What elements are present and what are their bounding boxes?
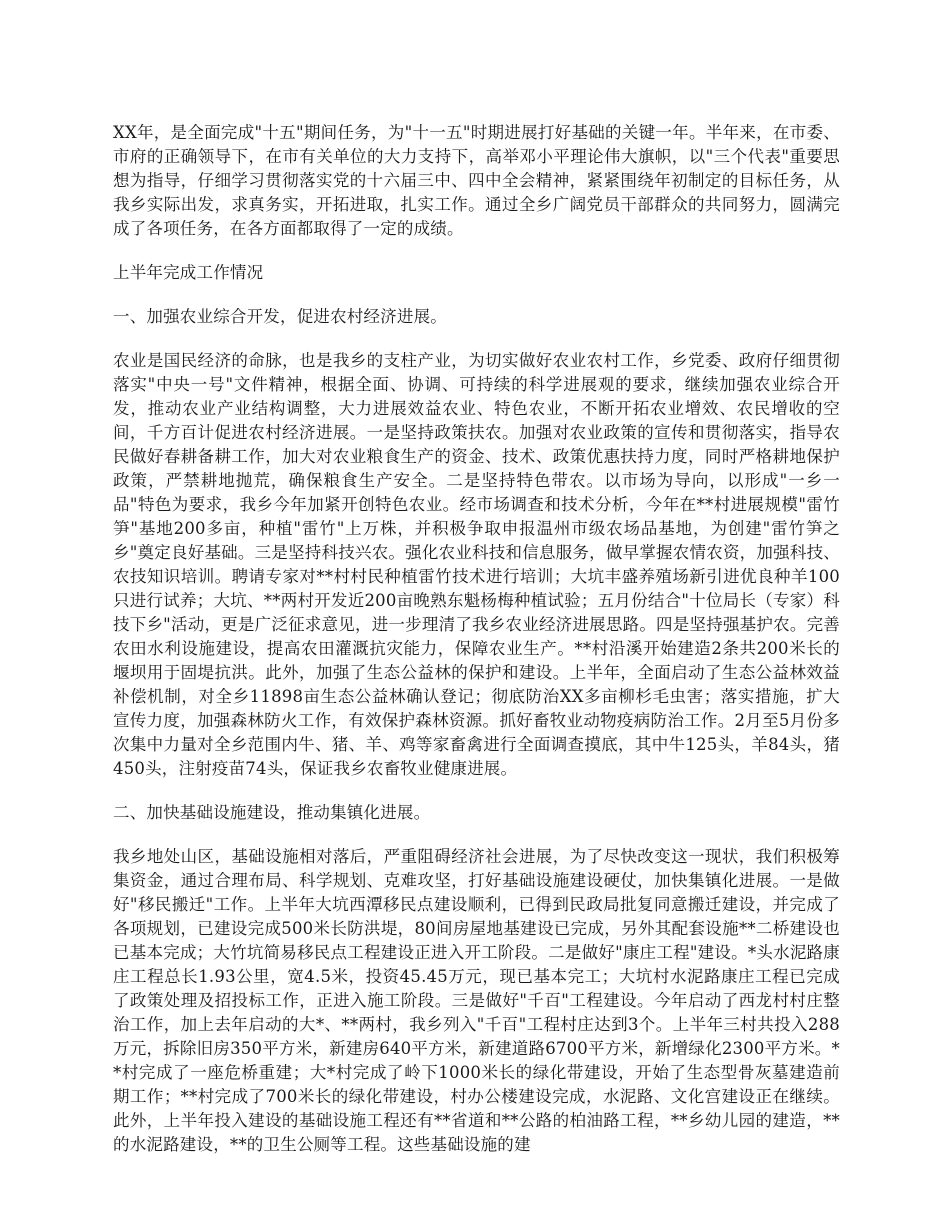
intro-paragraph: XX年，是全面完成"十五"期间任务，为"十一五"时期进展打好基础的关键一年。半年来，在市委、市府的正确领导下，在市有关单位的大力支持下，高举邓小平理论伟大旗帜，以"三个代表"重要思想为指导，仔细学习贯彻落实党的十六届三中、四中全会精神，紧紧围绕年初制定的目标任务，从我乡实际出发，求真务实，开拓进取，扎实工作。通过全乡广阔党员干部群众的共同努力，圆满完成了各项任务，在各方面都取得了一定的成绩。: [113, 123, 840, 238]
heading-infrastructure: 二、加快基础设施建设，推动集镇化进展。: [113, 803, 431, 822]
paragraph-agriculture: 农业是国民经济的命脉，也是我乡的支柱产业，为切实做好农业农村工作，乡党委、政府仔细贯彻落实"中央一号"文件精神，根据全面、协调、可持续的科学进展观的要求，继续加强农业综合开发，推动农业产业结构调整，大力进展效益农业、特色农业，不断开拓农业增效、农民增收的空间，千方百计促进农村经济进展。一是坚持政策扶农。加强对农业政策的宣传和贯彻落实，指导农民做好春耕备耕工作，加大对农业粮食生产的资金、技术、政策优惠扶持力度，同时严格耕地保护政策，严禁耕地抛荒，确保粮食生产安全。二是坚持特色带农。以市场为导向，以形成"一乡一品"特色为要求，我乡今年加紧开创特色农业。经市场调查和技术分析，今年在**村进展规模"雷竹笋"基地200多亩，种植"雷竹"上万株，并积极争取申报温州市级农场品基地，为创建"雷竹笋之乡"奠定良好基础。三是坚持科技兴农。强化农业科技和信息服务，做早掌握农情农资，加强科技、农技知识培训。聘请专家对**村村民种植雷竹技术进行培训；大坑丰盛养殖场新引进优良种羊100只进行试养；大坑、**两村开发近200亩晚熟东魁杨梅种植试验；五月份结合"十位局长（专家）科技下乡"活动，更是广泛征求意见，进一步理清了我乡农业经济进展思路。四是坚持强基护农。完善农田水利设施建设，提高农田灌溉抗灾能力，保障农业生产。**村沿溪开始建造2条共200米长的堰坝用于固堤抗洪。此外，加强了生态公益林的保护和建设。上半年，全面启动了生态公益林效益补偿机制，对全乡11898亩生态公益林确认登记；彻底防治XX多亩柳杉毛虫害；落实措施，扩大宣传力度，加强森林防火工作，有效保护森林资源。抓好畜牧业动物疫病防治工作。2月至5月份多次集中力量对全乡范围内牛、猪、羊、鸡等家畜禽进行全面调查摸底，其中牛125头，羊84头，猪450头，注射疫苗74头，保证我乡农畜牧业健康进展。: [113, 351, 840, 778]
paragraph-infrastructure: 我乡地处山区，基础设施相对落后，严重阻碍经济社会进展，为了尽快改变这一现状，我们积极筹集资金，通过合理布局、科学规划、克难攻坚，打好基础设施建设硬仗，加快集镇化进展。一是做好"移民搬迁"工作。上半年大坑西潭移民点建设顺利，已得到民政局批复同意搬迁建设，并完成了各项规划，已建设完成500米长防洪堤，80间房屋地基建设已完成，另外其配套设施**二桥建设也已基本完成；大竹坑简易移民点工程建设正进入开工阶段。二是做好"康庄工程"建设。*头水泥路康庄工程总长1.93公里，宽4.5米，投资45.45万元，现已基本完工；大坑村水泥路康庄工程已完成了政策处理及招投标工作，正进入施工阶段。三是做好"千百"工程建设。今年启动了西龙村村庄整治工作，加上去年启动的大*、**两村，我乡列入"千百"工程村庄达到3个。上半年三村共投入288万元，拆除旧房350平方米，新建房640平方米，新建道路6700平方米，新增绿化2300平方米。**村完成了一座危桥重建；大*村完成了岭下1000米长的绿化带建设，开始了生态型骨灰墓建造前期工作；**村完成了700米长的绿化带建设，村办公楼建设完成，水泥路、文化宫建设正在继续。此外，上半年投入建设的基础设施工程还有**省道和**公路的柏油路工程，**乡幼儿园的建造，**的水泥路建设，**的卫生公厕等工程。这些基础设施的建: [113, 847, 840, 1154]
section-title: 上半年完成工作情况: [113, 263, 264, 282]
document-body: [113, 121, 840, 1177]
heading-agriculture: 一、加强农业综合开发，促进农村经济进展。: [113, 307, 447, 326]
